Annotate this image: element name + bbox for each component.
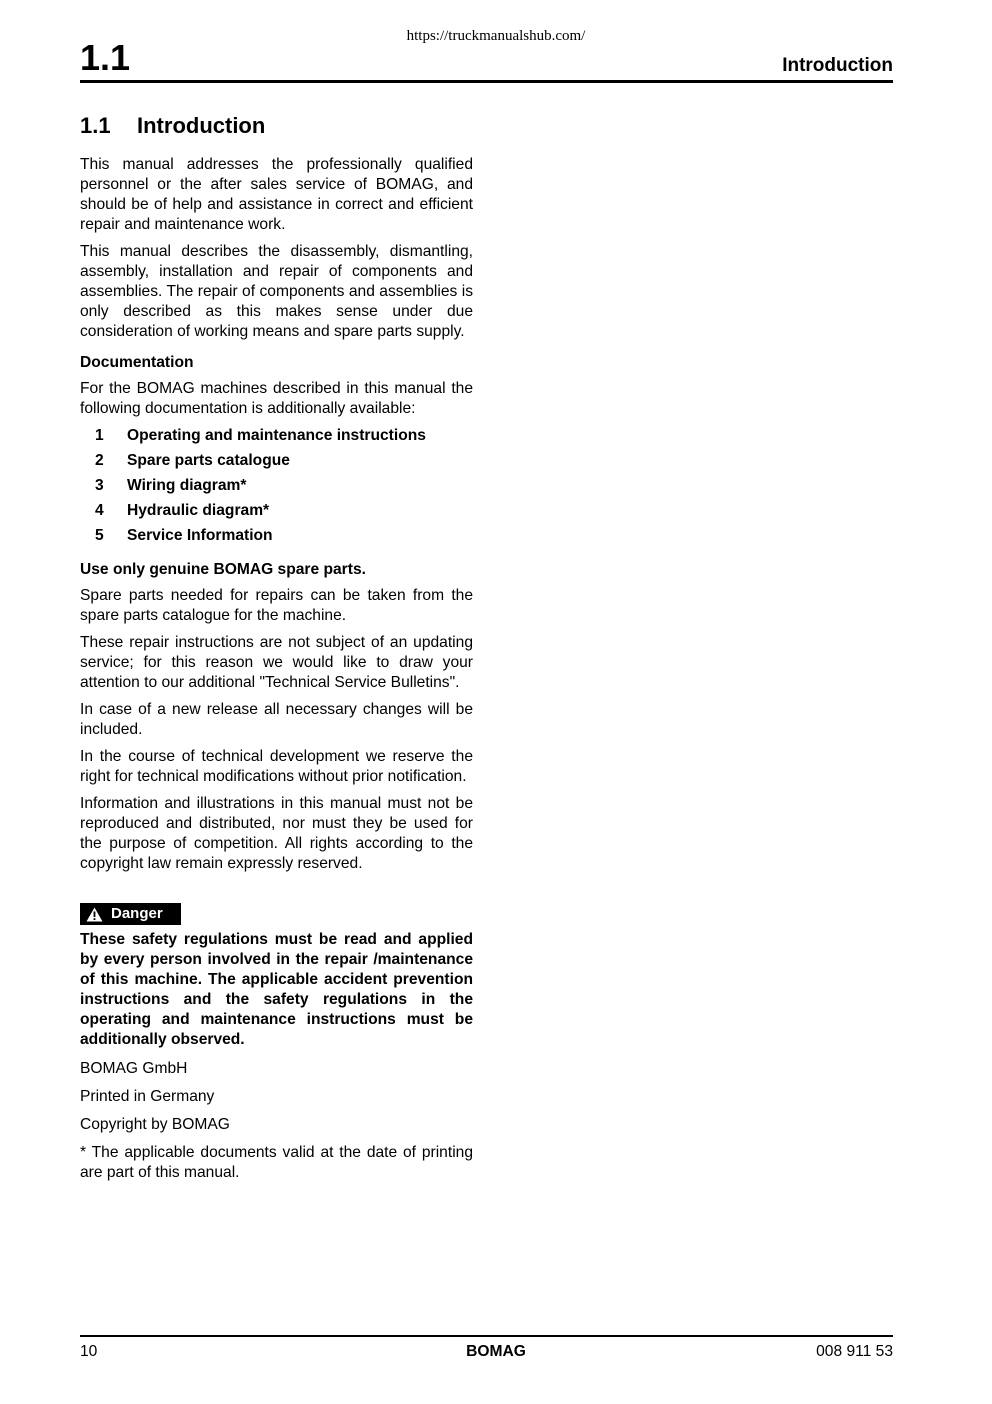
- danger-badge: [80, 903, 181, 925]
- copyright: Copyright by BOMAG: [80, 1116, 230, 1133]
- list-item: [80, 451, 473, 471]
- section-number: 1.1: [80, 113, 111, 138]
- list-item-number: 3: [95, 477, 104, 494]
- spare-parts-heading: Use only genuine BOMAG spare parts.: [80, 561, 366, 578]
- list-item-label: Service Information: [127, 527, 273, 544]
- list-item: [80, 476, 473, 496]
- spare-parts-paragraph-4: In the course of technical development we reserve the right for technical modifications without prior notification.: [80, 748, 473, 785]
- main-column: [80, 112, 473, 1190]
- intro-paragraph-2: This manual describes the disassembly, dismantling, assembly, installation and repair of components and assemblies. The repair of components and assemblies is only described as this makes sense under due consideration of working means and spare parts supply.: [80, 243, 473, 340]
- section-title: [80, 112, 473, 140]
- list-item: [80, 426, 473, 446]
- printed-in: Printed in Germany: [80, 1088, 215, 1105]
- spare-parts-paragraph-5: Information and illustrations in this manual must not be reproduced and distributed, nor must they be used for the purpose of competition. All rights according to the copyright law remain expressly reserved.: [80, 795, 473, 872]
- documentation-heading: Documentation: [80, 354, 194, 371]
- list-item-number: 5: [95, 527, 104, 544]
- list-item-label: Operating and maintenance instructions: [127, 427, 426, 444]
- page-number: 10: [80, 1343, 98, 1360]
- list-item-label: Hydraulic diagram*: [127, 502, 270, 519]
- danger-text: These safety regulations must be read and applied by every person involved in the repair /maintenance of this machine. The applicable accident prevention instructions and the safety regulations in the operating and maintenance instructions must be additionally observed.: [80, 931, 473, 1048]
- list-item-number: 2: [95, 452, 104, 469]
- list-item: [80, 501, 473, 521]
- section-title-text: Introduction: [137, 113, 266, 138]
- intro-paragraph-1: This manual addresses the professionally qualified personnel or the after sales service of BOMAG, and should be of help and assistance in correct and efficient repair and maintenance work.: [80, 156, 473, 233]
- document-number: 008 911 53: [816, 1343, 893, 1360]
- spare-parts-paragraph-3: In case of a new release all necessary changes will be included.: [80, 701, 473, 738]
- list-item-label: Wiring diagram*: [127, 477, 247, 494]
- header-rule: [80, 80, 893, 83]
- danger-label: Danger: [111, 905, 163, 922]
- footer-brand: BOMAG: [466, 1343, 526, 1360]
- documentation-text: For the BOMAG machines described in this manual the following documentation is additionally available:: [80, 380, 473, 417]
- header-title: Introduction: [782, 55, 893, 76]
- footer-rule: [80, 1335, 893, 1337]
- list-item-number: 4: [95, 502, 104, 519]
- list-item-number: 1: [95, 427, 104, 444]
- spare-parts-paragraph-2: These repair instructions are not subject of an updating service; for this reason we would like to draw your attention to our additional "Technical Service Bulletins".: [80, 634, 473, 691]
- source-url: https://truckmanualshub.com/: [406, 28, 586, 44]
- documentation-list: [80, 426, 473, 546]
- list-item-label: Spare parts catalogue: [127, 452, 290, 469]
- chapter-number: 1.1: [80, 37, 131, 78]
- warning-triangle-icon: [86, 907, 103, 922]
- list-item: [80, 526, 473, 546]
- company-name: BOMAG GmbH: [80, 1060, 188, 1077]
- footnote: * The applicable documents valid at the date of printing are part of this manual.: [80, 1144, 473, 1181]
- spare-parts-paragraph-1: Spare parts needed for repairs can be taken from the spare parts catalogue for the machine.: [80, 587, 473, 624]
